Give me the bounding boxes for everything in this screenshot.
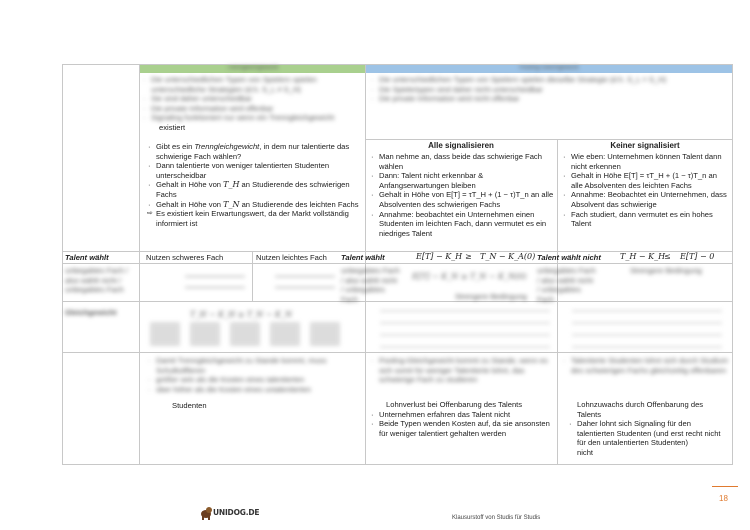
list-item: · Annahme: Beobachtet ein Unternehmen, dass Absolvent das schwierige bbox=[562, 190, 730, 209]
list-item: · Gehalt in Höhe von T_H an Studierende des schwierigen Fachs bbox=[147, 180, 362, 199]
list-item: · Gehalt in Höhe E[T] = τT_H + (1 − τ)T_n an alle Absolventen des leichten Fachs bbox=[562, 171, 730, 190]
separating-analysis bbox=[147, 142, 362, 228]
footer-tagline: Klausurstoff von Studis für Studis bbox=[452, 515, 541, 521]
list-item: · Damit Trenngleichgewicht zu Stande kommt, muss Schulkollfieren bbox=[147, 356, 362, 375]
list-item: · Wie eben: Unternehmen können Talent dann nicht erkennen bbox=[562, 152, 730, 171]
list-item: · Gehalt in Höhe von T_N an Studierende des leichten Fachs bbox=[147, 200, 362, 210]
grid-line bbox=[62, 464, 733, 465]
grid-line bbox=[365, 64, 366, 464]
grid-line bbox=[62, 352, 733, 353]
talented-note bbox=[562, 356, 730, 375]
list-item: · Die unterschiedlichen Typen von Spielern spielen dieselbe Strategie (d.h. S_L = S_H) bbox=[370, 75, 725, 85]
untalented-label: unbegabtes Fach / also wählt nicht / unbegabtes Fach bbox=[65, 266, 128, 295]
le-symbol: ≤ bbox=[664, 252, 671, 261]
blurred-equation-block bbox=[150, 322, 350, 346]
ge-symbol: ≥ bbox=[465, 252, 472, 261]
list-item-continued: Lohnverlust bei Offenbarung des Talents bbox=[386, 400, 523, 409]
pooling-consequences bbox=[370, 400, 554, 438]
list-item: · Annahme: beobachtet ein Unternehmen einen Studenten im leichten Fach, dann vermutet es ein niedriges Talent bbox=[370, 210, 554, 239]
list-item: · Dann: Talent nicht erkennbar & Anfangserwartungen bleiben bbox=[370, 171, 554, 190]
stricter-condition-right: Strengere Bedingung bbox=[630, 266, 702, 275]
list-item: · Die private Information wird offenbar bbox=[142, 104, 362, 114]
condition-formula-right: T_N − K_A(0) bbox=[480, 252, 536, 261]
all-signal-title: Alle signalisieren bbox=[428, 141, 494, 150]
pooling-definition bbox=[370, 75, 725, 104]
blurred-formula bbox=[275, 266, 335, 296]
talent-row-label-right: Talent wählt nicht bbox=[537, 253, 601, 262]
list-item: · Gibt es ein Trenngleichgewicht, in dem nur talentierte das schwierige Fach wählen? bbox=[147, 142, 362, 161]
list-item: · Pooling-Gleichgewicht kommt zu Stande, wenn es sich somit für weniger Talentierte lohnt, das schwierige Fach zu studieren bbox=[370, 356, 554, 385]
list-item: · Gehalt in Höhe von E[T] = τT_H + (1 − τ)T_n an alle Absolventen des schwierigen Fachs bbox=[370, 190, 554, 209]
untalented-label-mid: unbegabtes Fach / also wählt nicht / unbegabtes Fach bbox=[341, 266, 400, 304]
separating-definition bbox=[142, 75, 362, 133]
grid-line bbox=[62, 64, 63, 464]
none-signal-list bbox=[562, 152, 730, 229]
signaling-conclusion bbox=[568, 400, 728, 458]
none-signal-title: Keiner signalisiert bbox=[610, 141, 680, 150]
blurred-equation-block bbox=[572, 310, 722, 348]
unidog-logo bbox=[200, 503, 260, 521]
grid-line bbox=[252, 251, 253, 301]
equilibrium-formula: T_H − K_H ≥ T_N − K_N bbox=[190, 310, 292, 319]
list-item: · über höher als die Kosten eines untalentierten bbox=[147, 385, 362, 395]
pooling-equilibrium-header bbox=[366, 64, 732, 73]
utility-easy-subject: Nutzen leichtes Fach bbox=[256, 253, 327, 262]
blurred-condition: E[T] − K_N ≥ T_N − K_N(0) bbox=[412, 272, 527, 281]
list-item: · Man nehme an, dass beide das schwierige Fach wählen bbox=[370, 152, 554, 171]
conclusion-item: ⇨ Es existiert kein Erwartungswert, da der Markt vollständig informiert ist bbox=[147, 209, 362, 228]
list-item-tail: nicht bbox=[577, 447, 594, 457]
list-item: · Talentierte Studenten lohnt sich durch Studium des schwierigen Fachs gleichzeitig offenbaren bbox=[562, 356, 730, 375]
blurred-formula bbox=[185, 266, 245, 296]
list-item-continued: Lohnzuwachs durch Offenbarung des Talents bbox=[577, 400, 704, 419]
list-item: · Beide Typen wenden Kosten auf, da sie ansonsten für weniger talentiert gehalten werden bbox=[370, 419, 554, 438]
right-header-label: Pooling-Gleichgewicht bbox=[519, 65, 579, 71]
list-item: · Dann talentierte von weniger talentierten Studenten unterscheidbar bbox=[147, 161, 362, 180]
condition-formula-left-right: T_H − K_H bbox=[620, 252, 666, 261]
condition-formula-right-right: E[T] − 0 bbox=[680, 252, 715, 261]
list-item: · Unternehmen erfahren das Talent nicht bbox=[370, 410, 554, 420]
grid-line bbox=[62, 263, 733, 264]
all-signal-list bbox=[370, 152, 554, 238]
condition-formula-left: E[T] − K_H bbox=[416, 252, 463, 261]
utility-hard-subject: Nutzen schweres Fach bbox=[146, 253, 224, 262]
left-header-label: Trenngleichgewicht bbox=[226, 65, 279, 71]
list-item: · Die private Information wird nicht offenbar bbox=[370, 94, 725, 104]
left-tail-text: Studenten bbox=[172, 401, 207, 410]
list-item: · Sie sind daher unterscheidbar bbox=[142, 94, 362, 104]
definition-tail: existiert bbox=[159, 122, 186, 132]
page-number: 18 bbox=[719, 494, 728, 503]
list-item: · Die Spielertypen sind daher nicht unterscheidbar bbox=[370, 85, 725, 95]
list-item: · Die unterschiedlichen Typen von Spielern spielen unterschiedliche Strategien (d.h. S_L ≠ S_H) bbox=[142, 75, 362, 94]
talent-row-label-mid: Talent wählt bbox=[341, 253, 385, 262]
grid-line bbox=[732, 64, 733, 464]
grid-line bbox=[62, 64, 733, 65]
list-item: · Daher lohnt sich Signaling für den talentierten Studenten (und erst recht nicht für den untalentierten Studenten) bbox=[568, 419, 728, 448]
list-item: · größer sein als die Kosten eines talentierten bbox=[147, 375, 362, 385]
grid-line bbox=[139, 64, 140, 464]
pooling-condition-note bbox=[370, 356, 554, 385]
blurred-equation-block bbox=[380, 310, 550, 348]
list-item: · Fach studiert, dann vermutet es ein hohes Talent bbox=[562, 210, 730, 229]
talent-row-label: Talent wählt bbox=[65, 253, 109, 262]
separating-condition-note bbox=[147, 356, 362, 394]
logo-text: UNIDOG.DE bbox=[213, 508, 260, 517]
stricter-condition-note: Strengere Bedingung bbox=[455, 292, 527, 301]
footer-rule bbox=[712, 486, 738, 487]
equilibrium-label: Gleichgewicht bbox=[65, 308, 117, 317]
grid-line bbox=[365, 139, 733, 140]
untalented-label-right: unbegabtes Fach / also wählt nicht / unbegabtes Fach bbox=[537, 266, 596, 304]
separating-equilibrium-header bbox=[140, 64, 365, 73]
list-item: · Signaling funktioniert nur wenn ein Trenngleichgewicht bbox=[142, 113, 362, 123]
